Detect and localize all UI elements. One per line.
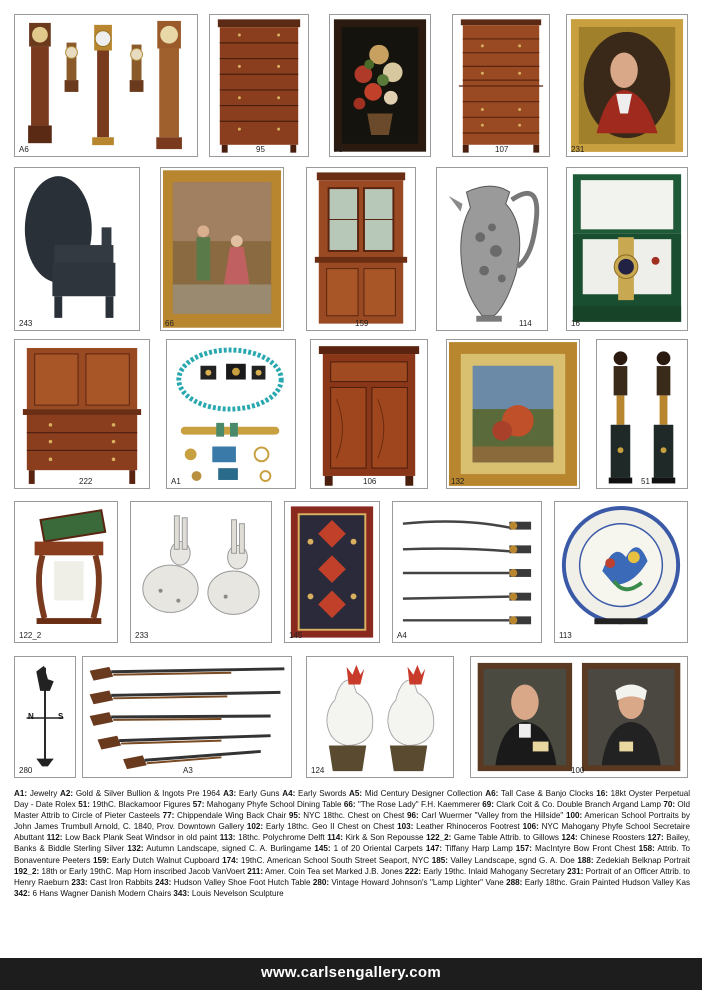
- caption-lot-title: 1 of 20 Oriental Carpets: [330, 844, 426, 854]
- lamp-lighter-vane-image[interactable]: [14, 656, 76, 778]
- clocks-illustration: [15, 15, 197, 156]
- lot-number: A3: [183, 766, 193, 775]
- caption-lot-title: Tall Case & Banjo Clocks: [498, 789, 597, 798]
- chinese-roosters-image[interactable]: [306, 656, 454, 778]
- lot-number: 122_2: [19, 631, 42, 640]
- caption-lot-number: A1:: [14, 789, 28, 798]
- autumn-landscape-image[interactable]: [446, 339, 580, 489]
- caption-lot-title: Jewelry: [27, 789, 61, 798]
- early-swords-image[interactable]: [392, 501, 542, 643]
- lot-number: A1: [171, 477, 181, 486]
- inlaid-secretary-image[interactable]: [14, 339, 150, 489]
- caption-lot-title: Louis Nevelson Sculpture: [189, 888, 284, 898]
- caption-lot-number: A5:: [349, 789, 363, 798]
- repousse-pitcher-image[interactable]: [436, 167, 548, 331]
- caption-lot-number: A3:: [223, 789, 237, 798]
- caption-lot-number: 288:: [506, 877, 523, 887]
- figures-illustration: [597, 340, 687, 488]
- roosters-illustration: [307, 657, 453, 777]
- watch-box-illustration: [567, 168, 687, 330]
- caption-lot-number: 188:: [577, 855, 594, 865]
- game-table-image[interactable]: [14, 501, 118, 643]
- caption-lot-number: A4:: [282, 789, 296, 798]
- painting-illustration: [161, 168, 283, 330]
- caption-lot-title: Hudson Valley Shoe Foot Hutch Table: [171, 877, 313, 887]
- caption-lot-title: Bailey, Banks & Biddle Sterling Silver: [14, 833, 690, 854]
- caption-lot-title: Early 18thc. Grain Painted Hudson Valley Kas: [522, 877, 691, 887]
- caption-lot-number: A2:: [60, 789, 74, 798]
- caption-lot-number: 103:: [397, 822, 414, 832]
- caption-lot-title: Valley Landscape, sgnd G. A. Doe: [447, 855, 578, 865]
- footer-bar: [0, 958, 702, 990]
- caption-lot-title: MacIntyre Bow Front Chest: [531, 844, 639, 854]
- lot-number: 70: [334, 145, 343, 154]
- chest-illustration: [210, 15, 308, 156]
- lot-number: A6: [19, 145, 29, 154]
- lot-number: 106: [363, 477, 377, 486]
- lot-number: A4: [397, 631, 407, 640]
- lot-number: 95: [256, 145, 265, 154]
- website-link[interactable]: www.carlsengallery.com: [260, 964, 441, 981]
- caption-lot-number: 16:: [596, 789, 608, 798]
- secretaire-illustration: [311, 340, 427, 488]
- caption-lot-number: 280:: [312, 877, 330, 887]
- lot-number: 231: [571, 145, 585, 154]
- lot-number: 51: [641, 477, 650, 486]
- caption-lot-number: 147:: [425, 844, 443, 854]
- caption-lot-title: Autumn Landscape, signed C. A. Burlingame: [143, 844, 315, 854]
- rolex-watch-image[interactable]: [566, 167, 688, 331]
- caption-lot-title: Carl Wuermer "Valley from the Hillside": [418, 811, 566, 821]
- geo-ii-chest-image[interactable]: [452, 14, 550, 157]
- delft-plate-image[interactable]: [554, 501, 688, 643]
- caption-lot-title: 19thC. Blackamoor Figures: [89, 800, 193, 810]
- caption-lot-title: Chippendale Wing Back Chair: [174, 811, 289, 821]
- caption-lot-number: 132:: [127, 844, 144, 854]
- caption-lot-number: 159:: [92, 855, 110, 865]
- caption-lot-title: Mahogany Phyfe School Dining Table: [204, 800, 344, 810]
- caption-lot-number: 158:: [638, 844, 655, 854]
- caption-lot-title: Early Dutch Walnut Cupboard: [109, 855, 223, 865]
- lot-number: 113: [559, 631, 572, 640]
- lot-number: 124: [311, 766, 325, 775]
- caption-lot-title: Early Guns: [236, 789, 283, 798]
- lot-number: 145: [289, 631, 303, 640]
- caption-lot-number: 114:: [327, 833, 344, 843]
- early-guns-image[interactable]: [82, 656, 292, 778]
- game-table-illustration: [15, 502, 117, 642]
- cast-iron-rabbits-image[interactable]: [130, 501, 272, 643]
- caption-lot-title: 18th or Early 19thC. Map Horn inscribed Jacob VanVoert: [39, 866, 248, 876]
- caption-lot-title: "The Rose Lady" F.H. Kaemmerer: [355, 800, 483, 810]
- caption-lot-number: 231:: [567, 866, 584, 876]
- caption-lot-number: A6:: [485, 789, 499, 798]
- swords-illustration: [393, 502, 541, 642]
- caption-lot-title: Amer. Coin Tea set Marked J.B. Jones: [263, 866, 405, 876]
- hutch-table-illustration: [15, 168, 139, 330]
- portrait-illustration: [567, 15, 687, 156]
- caption-lot-title: Mid Century Designer Collection: [362, 789, 486, 798]
- caption-lot-title: Chinese Roosters: [577, 833, 648, 843]
- caption-lot-title: Attrib. To Bonaventure Peeters: [14, 844, 691, 865]
- caption-lot-number: 343:: [173, 888, 190, 898]
- caption-lot-title: 18thc. Polychrome Delft: [235, 833, 328, 843]
- cupboard-illustration: [307, 168, 415, 330]
- oriental-carpet-image[interactable]: [284, 501, 380, 643]
- caption-lot-title: Zedekiah Belknap Portrait: [593, 855, 690, 865]
- clocks-image[interactable]: [14, 14, 198, 157]
- caption-lot-number: 222:: [404, 866, 422, 876]
- lot-number: 100: [571, 766, 585, 775]
- caption-lot-number: 51:: [78, 800, 90, 810]
- caption-lot-number: 185:: [431, 855, 448, 865]
- lot-number: 243: [19, 319, 33, 328]
- american-school-portraits-image[interactable]: [470, 656, 688, 778]
- caption-lot-number: 95:: [288, 811, 301, 821]
- lot-number: 107: [495, 145, 509, 154]
- blackamoor-figures-image[interactable]: [596, 339, 688, 489]
- walnut-cupboard-image[interactable]: [306, 167, 416, 331]
- lot-number: 132: [451, 477, 465, 486]
- flower-still-life-image[interactable]: [329, 14, 431, 157]
- caption-lot-title: NYC Mahogany Phyfe School Secretaire Abuttant: [14, 822, 690, 843]
- caption-lot-number: 211:: [247, 866, 264, 876]
- caption-lot-title: Portrait of an Officer Attrib. to Henry Raeburn: [14, 866, 691, 887]
- caption-lot-title: Clark Coit & Co. Double Branch Argand Lamp: [493, 800, 664, 810]
- caption-lot-title: NYC 18thc. Chest on Chest: [300, 811, 407, 821]
- vane-letter-s: S: [58, 712, 64, 721]
- caption-lot-title: Kirk & Son Repousse: [343, 833, 427, 843]
- caption-lot-title: 19thC. American School South Street Seaport, NYC: [238, 855, 432, 865]
- caption-lot-number: 342:: [14, 888, 31, 898]
- delft-plate-illustration: [555, 502, 687, 642]
- caption-lot-number: 70:: [663, 800, 676, 810]
- caption-lot-number: 106:: [522, 822, 539, 832]
- caption-lot-title: American School Portraits by John James Trumbull Arnold, C. 1840, Prov. Downtown Gallery: [14, 811, 690, 832]
- caption-lot-title: Low Back Plank Seat Windsor in old paint: [62, 833, 220, 843]
- caption-lot-title: Gold & Silver Bullion & Ingots Pre 1964: [73, 789, 224, 798]
- caption-lot-number: 102:: [246, 822, 264, 832]
- guns-illustration: [83, 657, 291, 777]
- caption-lot-number: 192_2:: [14, 866, 40, 876]
- caption-lot-title: Early Swords: [295, 789, 350, 798]
- caption-lot-number: 122_2:: [426, 833, 452, 843]
- caption-lot-title: Game Table Attrib. to Gillows: [451, 833, 562, 843]
- caption-lot-number: 69:: [482, 800, 494, 810]
- officer-portrait-image[interactable]: [566, 14, 688, 157]
- caption-lot-number: 77:: [162, 811, 175, 821]
- landscape-illustration: [447, 340, 579, 488]
- caption-lot-number: 113:: [219, 833, 236, 843]
- caption-lot-title: Old Master Attrib to Circle of Pieter Casteels: [14, 800, 690, 821]
- lot-number: 66: [165, 319, 174, 328]
- lot-number: 16: [571, 319, 580, 328]
- caption-lot-number: 100:: [565, 811, 583, 821]
- caption-lot-number: 243:: [155, 877, 172, 887]
- caption-lot-number: 66:: [343, 800, 356, 810]
- caption-lot-title: Leather Rhinoceros Footrest: [413, 822, 523, 832]
- caption-lot-number: 145:: [314, 844, 331, 854]
- caption-lot-number: 157:: [515, 844, 532, 854]
- caption-lot-number: 127:: [647, 833, 664, 843]
- caption-lot-title: Cast Iron Rabbits: [87, 877, 156, 887]
- caption-lot-title: Early 18thc. Geo II Chest on Chest: [263, 822, 398, 832]
- jewelry-illustration: [167, 340, 295, 488]
- jewelry-image[interactable]: [166, 339, 296, 489]
- lot-number: 280: [19, 766, 33, 775]
- still-life-illustration: [330, 15, 430, 156]
- caption-lot-number: 124:: [561, 833, 578, 843]
- caption-lot-number: 174:: [222, 855, 239, 865]
- pitcher-illustration: [437, 168, 547, 330]
- caption-lot-number: 96:: [406, 811, 419, 821]
- lot-number: 222: [79, 477, 93, 486]
- rose-lady-painting-image[interactable]: [160, 167, 284, 331]
- caption-lot-number: 233:: [71, 877, 88, 887]
- caption-lot-number: 57:: [192, 800, 205, 810]
- caption-lot-title: 6 Hans Wagner Danish Modern Chairs: [30, 888, 174, 898]
- carpet-illustration: [285, 502, 379, 642]
- vane-letter-n: N: [28, 712, 34, 721]
- chest-illustration: [453, 15, 549, 156]
- portraits-illustration: [471, 657, 687, 777]
- phyfe-secretaire-image[interactable]: [310, 339, 428, 489]
- hutch-table-image[interactable]: [14, 167, 140, 331]
- lot-number: 159: [355, 319, 369, 328]
- lot-descriptions: [14, 788, 690, 899]
- caption-lot-title: Early 19thc. Inlaid Mahogany Secretary: [421, 866, 568, 876]
- secretary-illustration: [15, 340, 149, 488]
- caption-lot-number: 112:: [46, 833, 63, 843]
- caption-lot-title: 18kt Oyster Perpetual Day - Date Rolex: [14, 789, 690, 810]
- chest-on-chest-image[interactable]: [209, 14, 309, 157]
- weathervane-illustration: [15, 657, 75, 777]
- caption-lot-title: Tiffany Harp Lamp: [442, 844, 516, 854]
- rabbits-illustration: [131, 502, 271, 642]
- caption-lot-title: Vintage Howard Johnson's "Lamp Lighter" Vane: [329, 877, 507, 887]
- lot-number: 233: [135, 631, 149, 640]
- lot-number: 114: [519, 319, 532, 328]
